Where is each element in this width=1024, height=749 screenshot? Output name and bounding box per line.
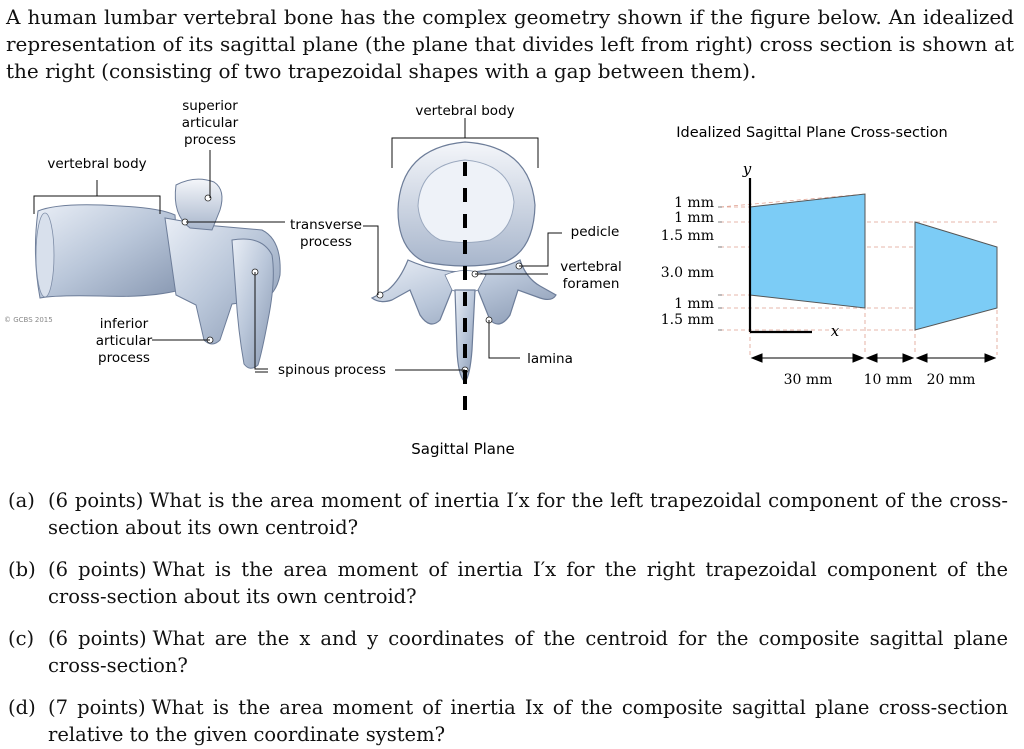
question-points: (6 points)	[48, 627, 147, 650]
cross-section-title: Idealized Sagittal Plane Cross-section	[676, 125, 948, 141]
figure	[0, 90, 1024, 470]
transverse-process-label-1: transverse	[290, 217, 362, 233]
superior-articular-label-3: process	[184, 132, 236, 148]
question-text: What is the area moment of inertia Ix of the composite sagittal plane cross-section relative to the given coordinate system?	[48, 696, 1009, 746]
dim-bottom-30: 30 mm	[783, 372, 833, 388]
dim-label-6: 1.5 mm	[660, 312, 714, 328]
vertebral-foramen-label-2: foramen	[562, 276, 620, 292]
left-trapezoid	[750, 194, 865, 308]
question-points: (6 points)	[48, 489, 144, 512]
question-text: What is the area moment of inertia I′x for the left trapezoidal component of the cross-section about its own centroid?	[48, 489, 1008, 539]
question-label: (c)	[8, 627, 35, 650]
question-b	[8, 556, 1008, 610]
question-d	[8, 694, 1008, 748]
question-label: (d)	[8, 696, 36, 719]
y-axis-label: y	[742, 160, 752, 178]
spinous-process-label: spinous process	[278, 362, 386, 378]
cross-section-diagram	[718, 178, 1000, 362]
inferior-articular-label-2: articular	[95, 333, 153, 349]
transverse-process-label-2: process	[300, 234, 352, 250]
inferior-articular-label-1: inferior	[99, 316, 149, 332]
top-vertebral-body-label: vertebral body	[415, 103, 515, 119]
dim-bottom-20: 20 mm	[926, 372, 976, 388]
x-axis-label: x	[830, 322, 840, 340]
inferior-articular-label-3: process	[98, 350, 150, 366]
question-label: (a)	[8, 489, 35, 512]
dim-label-4: 3.0 mm	[660, 265, 714, 281]
right-trapezoid	[915, 222, 997, 330]
vertebral-foramen-label-1: vertebral	[560, 259, 622, 275]
superior-articular-label-2: articular	[181, 115, 239, 131]
question-points: (6 points)	[48, 558, 147, 581]
dim-label-2: 1 mm	[674, 210, 714, 226]
lamina-label: lamina	[527, 351, 573, 367]
sagittal-plane-label: Sagittal Plane	[411, 440, 515, 458]
dim-label-1: 1 mm	[674, 195, 714, 211]
question-text: What are the x and y coordinates of the centroid for the composite sagittal plane cross-section?	[48, 627, 1008, 677]
pedicle-label: pedicle	[570, 224, 620, 240]
question-a	[8, 487, 1008, 541]
superior-articular-label-1: superior	[182, 98, 238, 114]
question-text: What is the area moment of inertia I′x for the right trapezoidal component of the cross-section about its own centroid?	[48, 558, 1008, 608]
copyright-mark: © GCBS 2015	[4, 316, 53, 324]
question-label: (b)	[8, 558, 36, 581]
dim-bottom-10: 10 mm	[863, 372, 913, 388]
lateral-vertebral-body-label: vertebral body	[47, 156, 147, 172]
dim-label-5: 1 mm	[674, 296, 714, 312]
problem-intro: A human lumbar vertebral bone has the complex geometry shown if the figure below. An idealized representation of its sagittal plane (the plane that divides left from right) cross section is shown at the right (consisting of two trapezoidal shapes with a gap between them).	[6, 5, 1014, 83]
question-points: (7 points)	[48, 696, 146, 719]
dim-label-3: 1.5 mm	[660, 228, 714, 244]
question-c	[8, 625, 1008, 679]
